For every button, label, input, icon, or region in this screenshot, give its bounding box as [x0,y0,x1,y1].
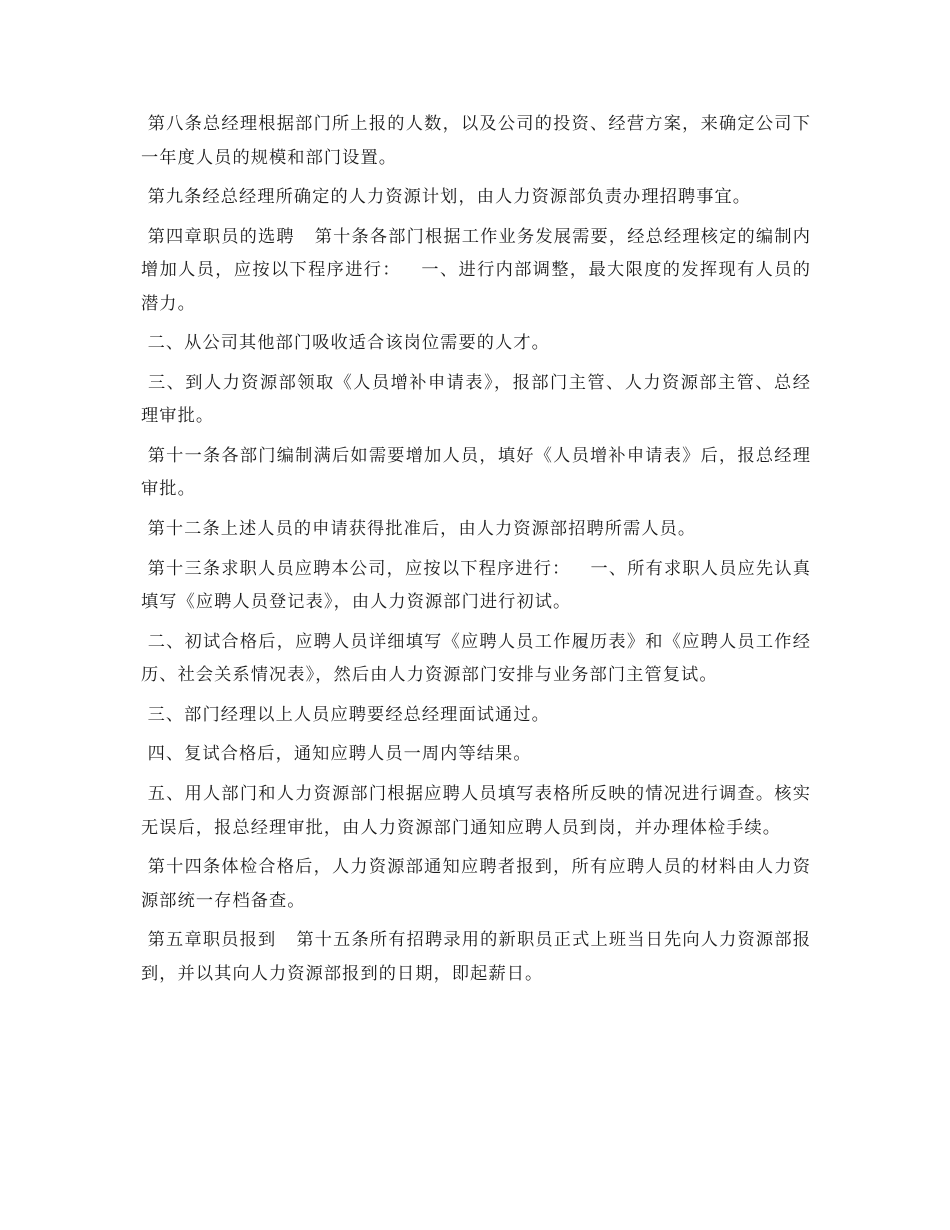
paragraph-chapter-5-article-15: 第五章职员报到 第十五条所有招聘录用的新职员正式上班当日先向人力资源部报到，并以其向人力资源部报到的日期，即起薪日。 [141,930,811,984]
paragraph-item-3-interview: 三、部门经理以上人员应聘要经总经理面试通过。 [141,704,550,725]
paragraph-article-11: 第十一条各部门编制满后如需要增加人员，填好《人员增补申请表》后，报总经理审批。 [141,445,811,500]
paragraph-article-9: 第九条经总经理所确定的人力资源计划，由人力资源部负责办理招聘事宜。 [141,187,752,208]
paragraph-item-4-interview: 四、复试合格后，通知应聘人员一周内等结果。 [141,744,532,765]
paragraph-item-3: 三、到人力资源部领取《人员增补申请表》，报部门主管、人力资源部主管、总经理审批。 [141,372,811,427]
paragraph-article-13: 第十三条求职人员应聘本公司，应按以下程序进行： 一、所有求职人员应先认真填写《应聘人员登记表》，由人力资源部门进行初试。 [141,558,811,613]
paragraph-item-2-interview: 二、初试合格后，应聘人员详细填写《应聘人员工作履历表》和《应聘人员工作经历、社会关系情况表》，然后由人力资源部门安排与业务部门主管复试。 [141,631,811,686]
paragraph-item-5-interview: 五、用人部门和人力资源部门根据应聘人员填写表格所反映的情况进行调查。核实无误后，报总经理审批，由人力资源部门通知应聘人员到岗，并办理体检手续。 [141,784,811,838]
paragraph-article-8: 第八条总经理根据部门所上报的人数，以及公司的投资、经营方案，来确定公司下一年度人员的规模和部门设置。 [141,114,811,168]
paragraph-article-14: 第十四条体检合格后，人力资源部通知应聘者报到，所有应聘人员的材料由人力资源部统一存档备查。 [141,857,811,911]
paragraph-item-2: 二、从公司其他部门吸收适合该岗位需要的人才。 [141,333,550,354]
paragraph-chapter-4-article-10: 第四章职员的选聘 第十条各部门根据工作业务发展需要，经总经理核定的编制内增加人员，应按以下程序进行： 一、进行内部调整，最大限度的发挥现有人员的潜力。 [141,226,811,314]
paragraph-article-12: 第十二条上述人员的申请获得批准后，由人力资源部招聘所需人员。 [141,519,697,540]
document-body [141,108,811,997]
